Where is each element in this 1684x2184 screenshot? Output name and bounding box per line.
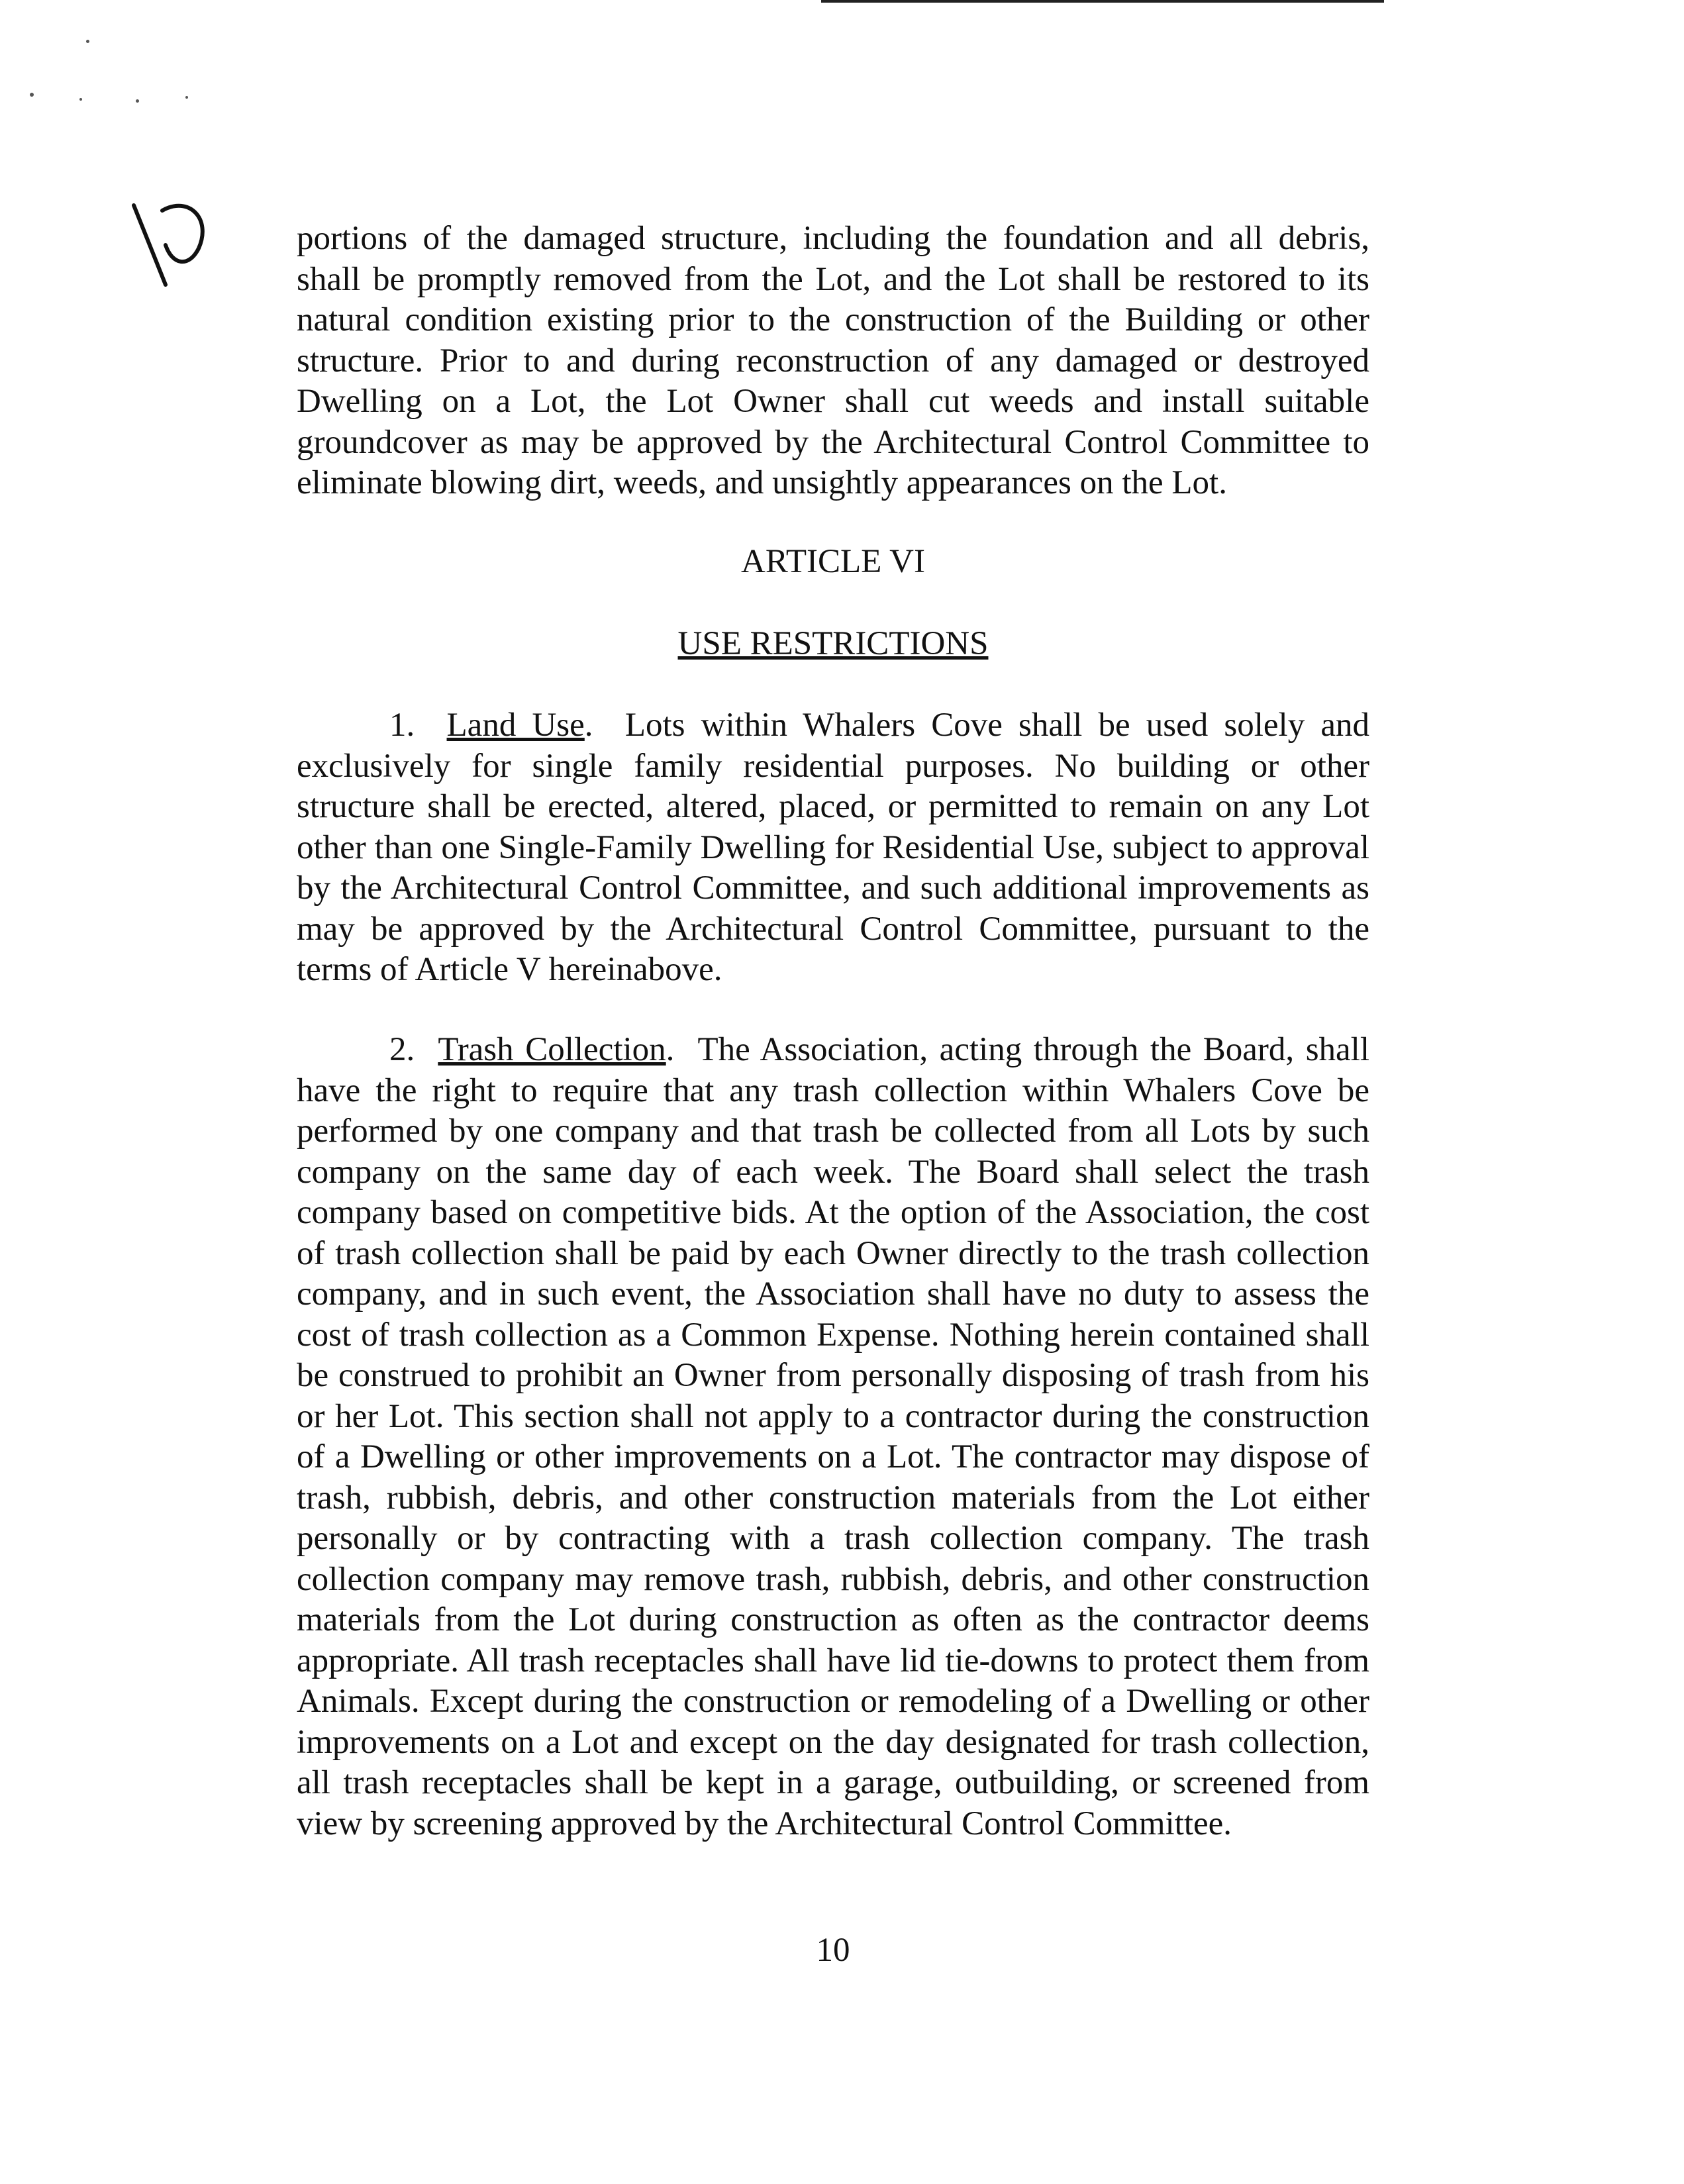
page-number: 10 xyxy=(816,1932,850,1969)
article-heading: ARTICLE VI xyxy=(741,543,925,580)
section-heading xyxy=(297,624,1369,665)
scan-speck xyxy=(185,96,188,99)
section-land-use: 1. Land Use. Lots within Whalers Cove shall be used solely and exclusively for single family residential purposes. No building or other structure shall be erected, altered, placed, or permitted to remain on any Lot other than one Single-Family Dwelling for Residential Use, subject to approval by the Architectural Control Committee, and such additional improvements as may be approved by the Architectural Control Committee, pursuant to the terms of Article V hereinabove. xyxy=(297,707,1369,988)
scan-speck xyxy=(79,98,82,101)
scan-speck xyxy=(86,40,89,43)
section-trash-collection: 2. Trash Collection. The Association, acting through the Board, shall have the right to require that any trash collection within Whalers Cove be performed by one company and that trash be collected from all Lots by such company on the same day of each week. The Board shall select the trash company based on competitive bids. At the option of the Association, the cost of trash collection shall be paid by each Owner directly to the trash collection company, and in such event, the Association shall have no duty to assess the cost of trash collection as a Common Expense. Nothing herein contained shall be construed to prohibit an Owner from personally disposing of trash from his or her Lot. This section shall not apply to a contractor during the construction of a Dwelling or other improvements on a Lot. The contractor may dispose of trash, rubbish, debris, and other construction materials from the Lot either personally or by contracting with a trash collection company. The trash collection company may remove trash, rubbish, debris, and other construction materials from the Lot during construction as often as the contractor deems appropriate. All trash receptacles shall have lid tie-downs to protect them from Animals. Except during the construction or remodeling of a Dwelling or other improvements on a Lot and except on the day designated for trash collection, all trash receptacles shall be kept in a garage, outbuilding, or screened from view by screening approved by the Architectural Control Committee. xyxy=(297,1031,1370,1842)
top-edge-rule xyxy=(821,0,1384,3)
continuation-paragraph-text: portions of the damaged structure, including the foundation and all debris, shall be promptly removed from the Lot, and the Lot shall be restored to its natural condition existing prior to the construction of the Building or other structure. Prior to and during reconstruction of any damaged or destroyed Dwelling on a Lot, the Lot Owner shall cut weeds and install suitable groundcover as may be approved by the Architectural Control Committee to eliminate blowing dirt, weeds, and unsightly appearances on the Lot. xyxy=(297,220,1369,501)
scan-speck xyxy=(136,99,139,103)
section-number: 1. xyxy=(389,707,415,744)
section-text: The Association, acting through the Board, shall have the right to require that any trash collection within Whalers Cove be performed by one company and that trash be collected from all Lots by such company on the same day of each week. The Board shall select the trash company based on competitive bids. At the option of the Association, the cost of trash collection shall be paid by each Owner directly to the trash collection company, and in such event, the Association shall have no duty to assess the cost of trash collection as a Common Expense. Nothing herein contained shall be construed to prohibit an Owner from personally disposing of trash from his or her Lot. This section shall not apply to a contractor during the construction of a Dwelling or other improvements on a Lot. The contractor may dispose of trash, rubbish, debris, and other construction materials from the Lot either personally or by contracting with a trash collection company. The trash collection company may remove trash, rubbish, debris, and other construction materials from the Lot during construction as often as the contractor deems appropriate. All trash receptacles shall have lid tie-downs to protect them from Animals. Except during the construction or remodeling of a Dwelling or other improvements on a Lot and except on the day designated for trash collection, all trash receptacles shall be kept in a garage, outbuilding, or screened from view by screening approved by the Architectural Control Committee. xyxy=(297,1031,1370,1842)
section-number: 2. xyxy=(389,1031,415,1068)
section-text: Lots within Whalers Cove shall be used solely and exclusively for single family residential purposes. No building or other structure shall be erected, altered, placed, or permitted to remain on any Lot other than one Single-Family Dwelling for Residential Use, subject to approval by the Architectural Control Committee, and such additional improvements as may be approved by the Architectural Control Committee, pursuant to the terms of Article V hereinabove. xyxy=(297,707,1369,988)
handwritten-page-mark xyxy=(126,192,212,291)
section-title: Trash Collection xyxy=(438,1031,666,1068)
scan-speck xyxy=(30,93,34,97)
section-heading-text: USE RESTRICTIONS xyxy=(677,625,989,662)
section-title: Land Use xyxy=(446,707,585,744)
continuation-paragraph xyxy=(297,219,1369,504)
